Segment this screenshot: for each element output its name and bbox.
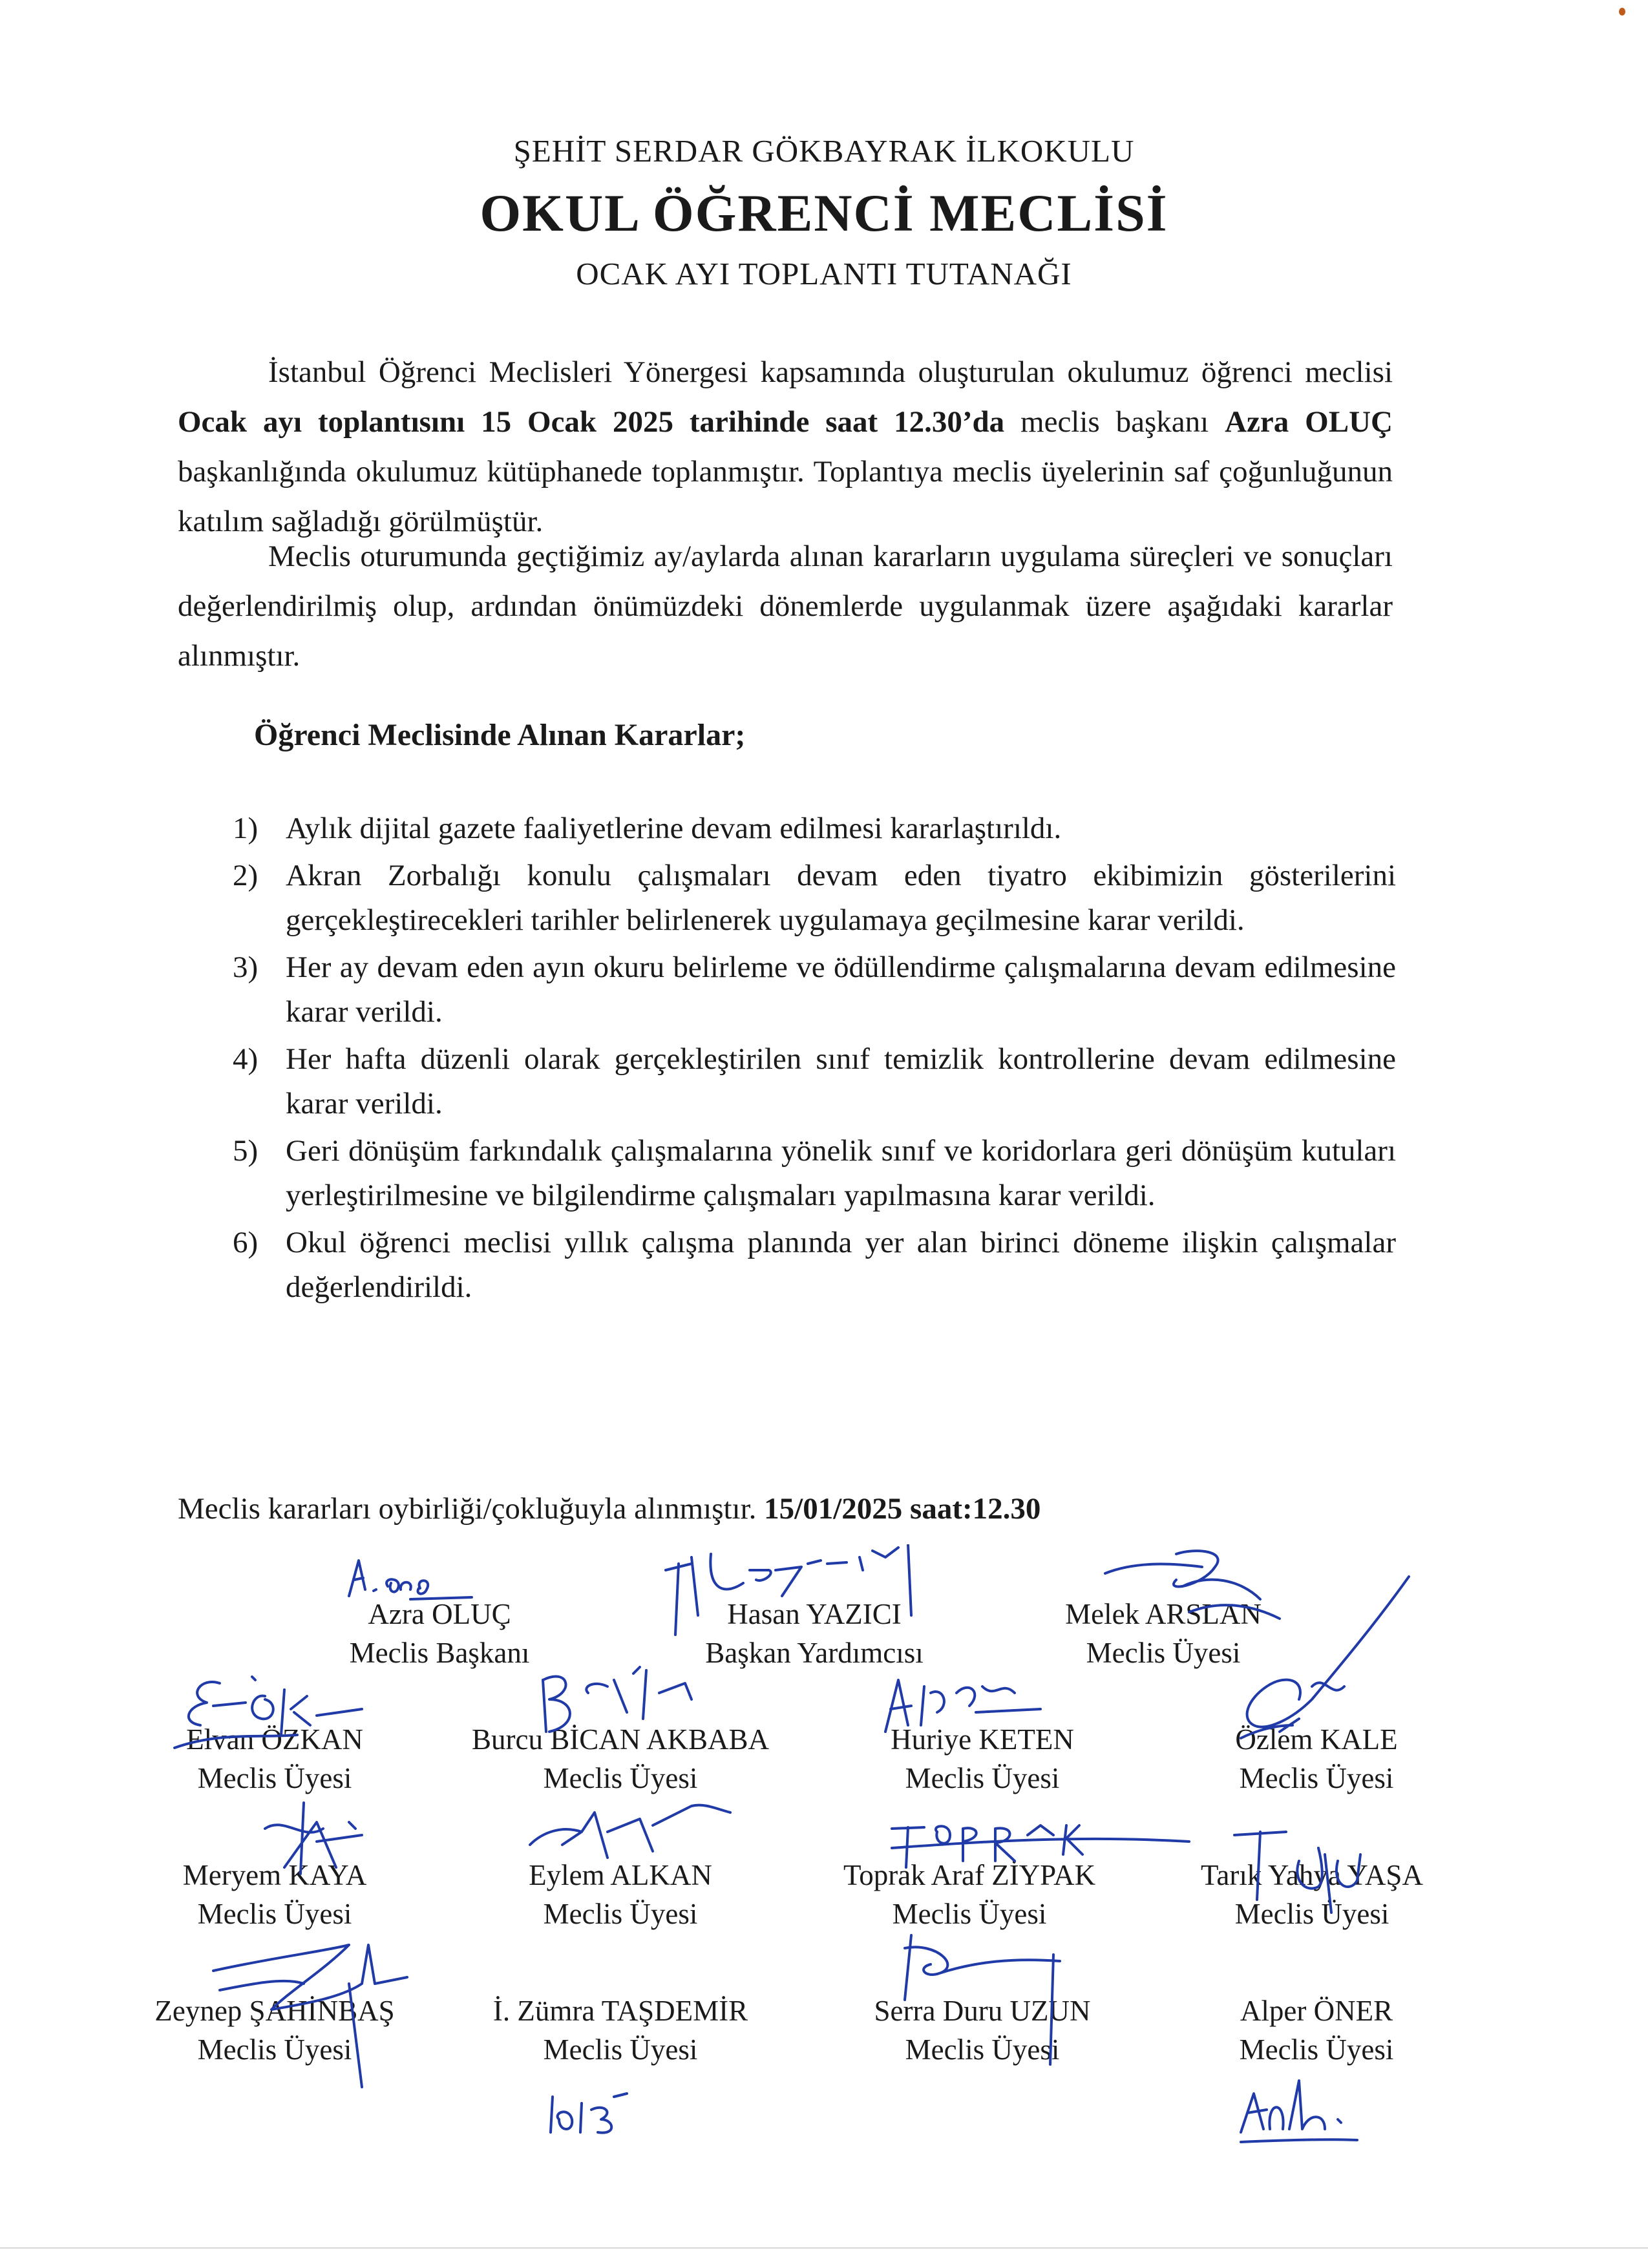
decision-number: 3) xyxy=(233,950,259,984)
signature-ozlem-kale xyxy=(1215,1570,1422,1745)
document-subtitle: OCAK AYI TOPLANTI TUTANAĞI xyxy=(576,256,1072,291)
signatory-role: Meclis Üyesi xyxy=(543,1762,698,1794)
decision-number: 6) xyxy=(233,1226,259,1259)
decision-text: Her hafta düzenli olarak gerçekleştirilen sınıf temizlik kontrollerine devam edilmesine karar verildi. xyxy=(286,1042,1396,1120)
signatory-role: Meclis Üyesi xyxy=(197,1898,352,1930)
signatory-name: Alper ÖNER xyxy=(1240,1995,1393,2027)
intro-text: meclis başkanı xyxy=(1004,405,1225,439)
signatory-name: Toprak Araf ZİYPAK xyxy=(843,1859,1096,1891)
signature-tarik-yasa xyxy=(1228,1822,1377,1919)
decision-statement xyxy=(178,1491,1041,1526)
signature-azra-oluc xyxy=(343,1551,498,1609)
signatory-name: Elvan ÖZKAN xyxy=(186,1723,363,1756)
decision-text: Her ay devam eden ayın okuru belirleme ve ödüllendirme çalışmalarına devam edilmesine karar verildi. xyxy=(286,950,1396,1029)
signature-serra-uzun xyxy=(898,1929,1073,2071)
decision-number: 1) xyxy=(233,812,259,845)
decision-text: Akran Zorbalığı konulu çalışmaları devam eden tiyatro ekibimizin gösterilerini gerçekleştirecekleri tarihler belirlenerek uygulamaya geçilmesine karar verildi. xyxy=(286,859,1396,937)
decision-text: Aylık dijital gazete faaliyetlerine devam edilmesi kararlaştırıldı. xyxy=(286,812,1062,845)
signatory-block xyxy=(1148,1991,1484,2069)
signature-huriye-keten xyxy=(872,1674,1053,1745)
signatory-name: Huriye KETEN xyxy=(891,1723,1074,1756)
signatory-role: Meclis Başkanı xyxy=(349,1637,530,1669)
signatory-role: Meclis Üyesi xyxy=(892,1898,1047,1930)
decision-item xyxy=(233,1129,1396,1218)
signature-burcu-bican xyxy=(530,1661,698,1745)
intro-meeting-date: Ocak ayı toplantısını 15 Ocak 2025 tarihinde saat 12.30’da xyxy=(178,405,1005,439)
decision-number: 2) xyxy=(233,859,259,892)
decisions-list xyxy=(233,806,1396,1312)
signatory-name: Azra OLUÇ xyxy=(368,1598,511,1630)
signature-elvan-ozkan xyxy=(168,1670,375,1767)
signatory-role: Meclis Üyesi xyxy=(905,1762,1060,1794)
signatory-name: Eylem ALKAN xyxy=(529,1859,712,1891)
decision-number: 4) xyxy=(233,1042,259,1076)
decision-item xyxy=(233,854,1396,943)
document-title: OKUL ÖĞRENCİ MECLİSİ xyxy=(480,184,1168,242)
signatory-role: Meclis Üyesi xyxy=(543,1898,698,1930)
signatory-name: Zeynep ŞAHİNBAŞ xyxy=(154,1995,395,2027)
signatory-name: Meryem KAYA xyxy=(182,1859,367,1891)
school-name: ŞEHİT SERDAR GÖKBAYRAK İLKOKULU xyxy=(513,133,1135,169)
decisions-heading: Öğrenci Meclisinde Alınan Kararlar; xyxy=(254,718,746,752)
decision-text: Geri dönüşüm farkındalık çalışmalarına yönelik sınıf ve koridorlara geri dönüşüm kutuları yerleştirilmesine ve bilgilendirme çalışmaları yapılmasına karar verildi. xyxy=(286,1134,1396,1212)
signatory-name: Burcu BİCAN AKBABA xyxy=(471,1723,770,1756)
signature-toprak-ziypak xyxy=(885,1816,1196,1874)
decision-item xyxy=(233,945,1396,1034)
signatory-block xyxy=(452,1991,788,2069)
decision-item xyxy=(233,1221,1396,1310)
signatory-name: Serra Duru UZUN xyxy=(874,1995,1091,2027)
signatory-role: Meclis Üyesi xyxy=(543,2033,698,2066)
intro-paragraph-1 xyxy=(178,348,1393,547)
intro-text: İstanbul Öğrenci Meclisleri Yönergesi kapsamında oluşturulan okulumuz öğrenci meclisi xyxy=(268,355,1393,389)
signatory-role: Başkan Yardımcısı xyxy=(705,1637,924,1669)
signatory-role: Meclis Üyesi xyxy=(1086,1637,1241,1669)
signatory-name: Hasan YAZICI xyxy=(727,1598,902,1630)
intro-president-name: Azra OLUÇ xyxy=(1225,405,1393,439)
signatory-role: Meclis Üyesi xyxy=(1234,1898,1389,1930)
signature-eylem-alkan xyxy=(523,1793,737,1871)
footer-date: 15/01/2025 saat:12.30 xyxy=(764,1492,1041,1526)
intro-paragraph-2: Meclis oturumunda geçtiğimiz ay/aylarda alınan kararların uygulama süreçleri ve sonuçları değerlendirilmiş olup, ardından önümüzdeki dönemlerde uygulanmak üzere aşağıdaki kararlar alınmıştır. xyxy=(178,540,1393,673)
corner-mark xyxy=(1619,8,1625,16)
signatory-name: Özlem KALE xyxy=(1235,1723,1398,1756)
signature-alper-oner xyxy=(1228,2068,1383,2152)
signatory-name: Tarık Yahya YAŞA xyxy=(1201,1859,1423,1891)
signatory-role: Meclis Üyesi xyxy=(905,2033,1060,2066)
signature-zeynep-sahinbas xyxy=(194,1932,427,2100)
decision-text: Okul öğrenci meclisi yıllık çalışma planında yer alan birinci döneme ilişkin çalışmalar değerlendirildi. xyxy=(286,1226,1396,1304)
intro-text: başkanlığında okulumuz kütüphanede toplanmıştır. Toplantıya meclis üyelerinin saf çoğunluğunun katılım sağladığı görülmüştür. xyxy=(178,455,1393,538)
signatory-role: Meclis Üyesi xyxy=(1239,1762,1394,1794)
signatory-role: Meclis Üyesi xyxy=(197,2033,352,2066)
decision-number: 5) xyxy=(233,1134,259,1168)
signature-zumra-tasdemir xyxy=(543,2084,640,2142)
signature-hasan-yazici xyxy=(653,1544,924,1641)
decision-item xyxy=(233,806,1396,851)
signatory-name: İ. Zümra TAŞDEMİR xyxy=(492,1995,748,2027)
decision-item xyxy=(233,1037,1396,1126)
footer-text: Meclis kararları oybirliği/çokluğuyla alınmıştır. xyxy=(178,1492,765,1526)
signatory-name: Melek ARSLAN xyxy=(1065,1598,1262,1630)
signature-meryem-kaya xyxy=(246,1796,388,1880)
page-edge-line xyxy=(0,2247,1648,2249)
signatory-role: Meclis Üyesi xyxy=(1239,2033,1394,2066)
signatory-role: Meclis Üyesi xyxy=(197,1762,352,1794)
